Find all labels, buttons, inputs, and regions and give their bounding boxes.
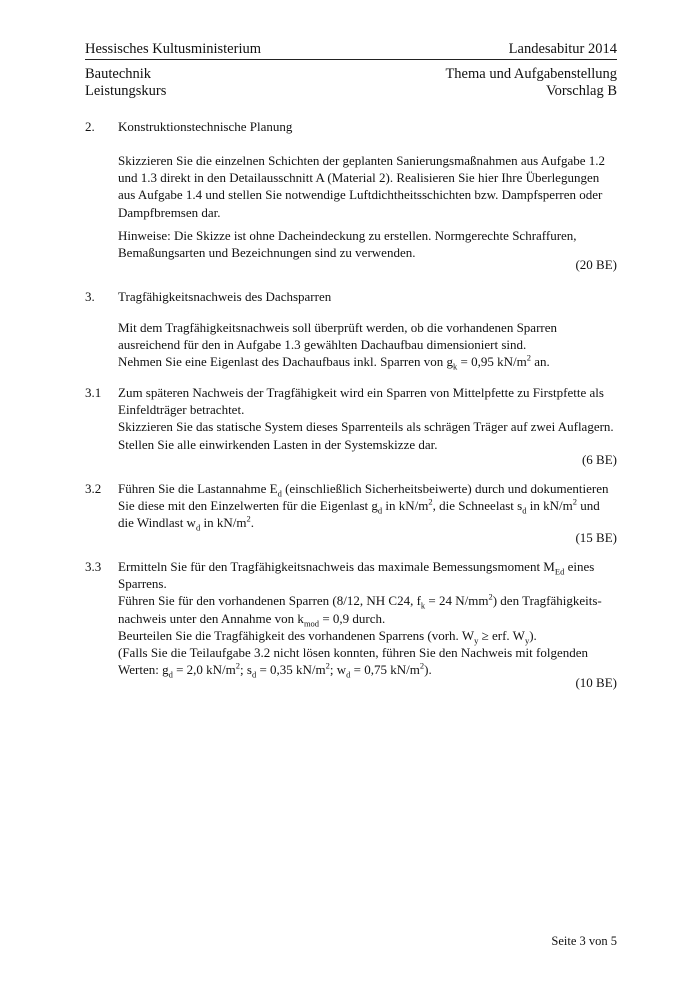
- paragraph: Stellen Sie alle einwirkenden Lasten in der Systemskizze dar.: [118, 436, 438, 452]
- header-row-3: [85, 83, 617, 100]
- paragraph: Skizzieren Sie die einzelnen Schichten der geplanten Sanierungsmaßnahmen aus Aufgabe 1.2 und 1.3 direkt in den Detailausschnitt A (Material 2). Realisieren Sie hier Ihre Überlegungen aus Aufgabe 1.4 und stellen Sie notwendige Luftdichtheitsschichten bzw. Dampfsperren oder Dampfbremsen dar.: [118, 153, 605, 220]
- proposal: Vorschlag B: [545, 83, 617, 99]
- paragraph: Zum späteren Nachweis der Tragfähigkeit wird ein Sparren von Mittelpfette zu Firstpfette als Einfeldträger betrachtet.: [118, 385, 604, 418]
- topic: Thema und Aufgabenstellung: [445, 66, 617, 82]
- hint-paragraph: Hinweise: Die Skizze ist ohne Dacheindeckung zu erstellen. Normgerechte Schraffuren, Bemaßungsarten und Bezeichnungen sind zu verwenden.: [118, 227, 577, 261]
- paragraph: Führen Sie die Lastannahme $E_d$ (einschließlich Sicherheitsbeiwerte) durch und dokumentieren Sie diese mit den Einzelwerten für die Eigenlast $g_d$ in $kN/m^2$, die Schneelast $s_d$ in $kN/m^2$ und die Windlast $w_d$ in $kN/m^2$.: [118, 481, 609, 533]
- points-15: (15 BE): [575, 530, 617, 545]
- section-number: 2.: [85, 119, 95, 134]
- section-number: 3.1: [85, 385, 102, 400]
- paragraph: Skizzieren Sie das statische System dieses Sparrenteils als schrägen Träger auf zwei Auflagern.: [118, 419, 614, 435]
- section-title: Konstruktionstechnische Planung: [118, 119, 293, 134]
- paragraph-load: Nehmen Sie eine Eigenlast des Dachaufbaus inkl. Sparren von $g_k = 0,95$ $kN/m^2$ an.: [118, 353, 550, 372]
- section-number: 3.2: [85, 481, 102, 496]
- course: Leistungskurs: [85, 83, 167, 99]
- paragraph: Beurteilen Sie die Tragfähigkeit des vorhandenen Sparrens (vorh. $W_y$ ≥ erf. $W_y$).: [118, 627, 537, 646]
- paragraph: Führen Sie für den vorhandenen Sparren (8/12, NH C24, $f_k = 24$ $N/mm^2$) den Tragfähigkeits-nachweis unter den Annahme von $k_{mod} = 0,9$ durch.: [118, 592, 602, 629]
- header-row-2: [85, 66, 617, 83]
- points-10: (10 BE): [575, 675, 617, 690]
- paragraph: Mit dem Tragfähigkeitsnachweis soll überprüft werden, ob die vorhandenen Sparren ausreichend für den in Aufgabe 1.3 gewählten Dachaufbau dimensioniert sind.: [118, 320, 558, 353]
- section-title: Tragfähigkeitsnachweis des Dachsparren: [118, 289, 332, 304]
- header-row-1: [85, 41, 617, 58]
- subject: Bautechnik: [85, 66, 152, 82]
- points-20: (20 BE): [575, 257, 617, 272]
- exam-title: Landesabitur 2014: [508, 41, 617, 57]
- paragraph: (Falls Sie die Teilaufgabe 3.2 nicht lösen konnten, führen Sie den Nachweis mit folgenden Werten: $g_d = 2,0$ $kN/m^2$; $s_d = 0,35$ $kN/m^2$; $w_d = 0,75$ $kN/m^2$).: [118, 645, 588, 680]
- section-number: 3.3: [85, 559, 102, 574]
- ministry-name: Hessisches Kultusministerium: [85, 41, 262, 57]
- page-number: Seite 3 von 5: [551, 934, 617, 948]
- header-rule: [85, 59, 617, 60]
- points-6: (6 BE): [581, 452, 617, 467]
- paragraph: Ermitteln Sie für den Tragfähigkeitsnachweis das maximale Bemessungsmoment $M_{Ed}$ eines Sparrens.: [118, 559, 595, 592]
- section-number: 3.: [85, 289, 95, 304]
